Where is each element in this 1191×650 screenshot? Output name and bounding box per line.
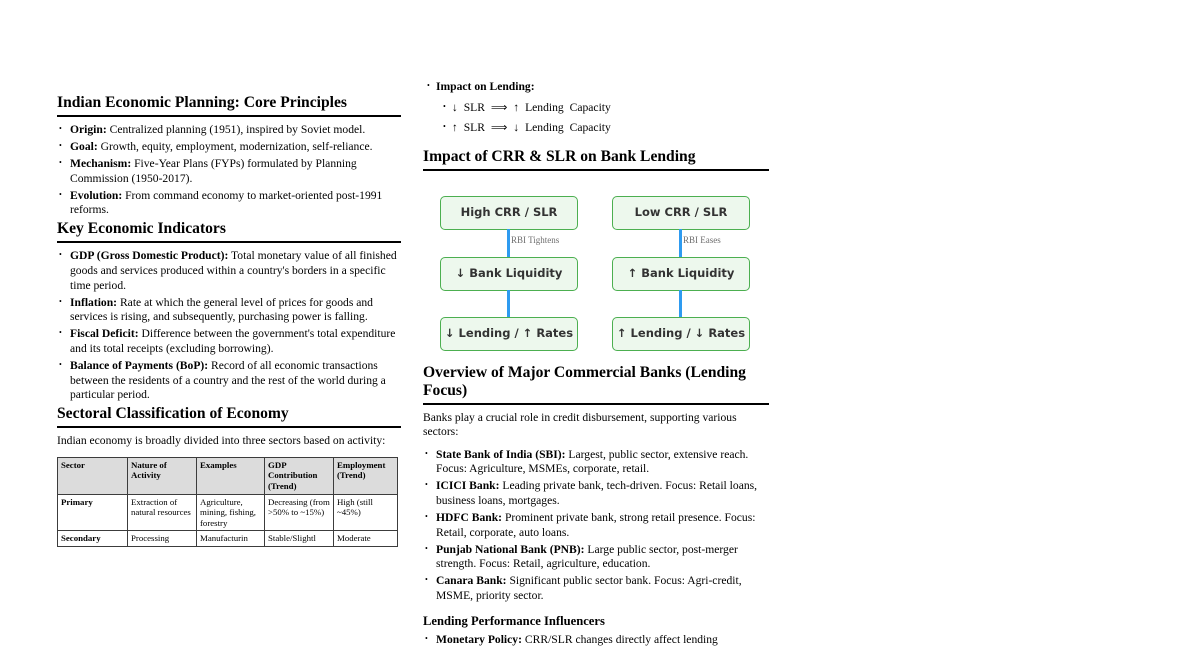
bank-text: Significant public sector bank. Focus: Agri-credit, MSME, priority sector. (436, 574, 742, 603)
cell-employment: Moderate (334, 531, 398, 547)
bank-text: Large public sector, post-merger strength. Focus: Retail, agriculture, education. (436, 542, 738, 571)
bullet-item (57, 157, 401, 186)
cell-examples: Manufacturin (197, 531, 265, 547)
bank-item-icici (423, 479, 769, 508)
bullet-text: Difference between the government's total expenditure and its total receipts (excluding borrowing). (70, 327, 396, 355)
cell-gdp: Stable/Slightl (265, 531, 334, 547)
bullet-text: Rate at which the general level of prices for goods and services is rising, and subsequently, purchasing power is falling. (70, 295, 373, 324)
col-header-employment: Employment (Trend) (334, 457, 398, 494)
bullet-text: Centralized planning (1951), inspired by Soviet model. (109, 122, 366, 136)
bold-term: Inflation: (70, 295, 118, 309)
bold-term: Evolution: (70, 188, 123, 202)
sectoral-intro: Indian economy is broadly divided into three sectors based on activity: (57, 434, 386, 448)
edge-label-rbi-tightens: RBI Tightens (511, 234, 560, 245)
bold-term: ICICI Bank: (436, 479, 500, 493)
section-title-key-indicators: Key Economic Indicators (57, 220, 401, 243)
bank-text: Leading private bank, tech-driven. Focus: Retail loans, business loans, mortgages. (436, 479, 758, 508)
col-header-gdp: GDP Contribution (Trend) (265, 457, 334, 494)
bullet-item (57, 249, 401, 293)
bank-item-hdfc (423, 511, 769, 540)
bullet-text: From command economy to market-oriented post-1991 reforms. (70, 188, 383, 217)
flow-node-lending-down: ↓ Lending / ↑ Rates (440, 317, 578, 351)
section-title-sectoral: Sectoral Classification of Economy (57, 405, 401, 428)
flow-connector (507, 290, 510, 318)
right-column (423, 80, 769, 650)
col-header-nature: Nature of Activity (128, 457, 197, 494)
bold-term: Canara Bank: (436, 574, 507, 588)
banks-intro: Banks play a crucial role in credit disbursement, supporting various sectors: (423, 410, 737, 439)
bullet-text: Record of all economic transactions between the residents of a country and the rest of the world during a particular period. (70, 359, 386, 402)
bold-term: GDP (Gross Domestic Product): (70, 249, 229, 263)
cell-sector: Secondary (58, 531, 128, 547)
influencers-list (423, 633, 769, 648)
edge-label-rbi-eases: RBI Eases (683, 234, 721, 245)
bold-term: Punjab National Bank (PNB): (436, 542, 585, 556)
bank-text: Largest, public sector, extensive reach. Focus: Agriculture, MSMEs, corporate, retail. (436, 447, 749, 476)
bank-item-sbi (423, 448, 769, 477)
bullet-item (57, 189, 401, 218)
bullet-item (57, 296, 401, 325)
bold-term: Goal: (70, 140, 98, 154)
bank-item-canara (423, 574, 769, 603)
bold-term: Monetary Policy: (436, 632, 522, 646)
bold-term: Mechanism: (70, 157, 132, 171)
table-header-row (58, 457, 398, 494)
core-principles-list (57, 123, 401, 218)
flow-connector (679, 290, 682, 318)
cell-examples: Agriculture, mining, fishing, forestry (197, 494, 265, 531)
flow-node-liquidity-up: ↑ Bank Liquidity (612, 257, 750, 291)
flow-node-low-crr: Low CRR / SLR (612, 196, 750, 230)
flow-node-lending-up: ↑ Lending / ↓ Rates (612, 317, 750, 351)
cell-sector: Primary (58, 494, 128, 531)
section-title-core-principles: Indian Economic Planning: Core Principles (57, 94, 401, 117)
bullet-item (57, 327, 401, 356)
bold-term: HDFC Bank: (436, 511, 503, 525)
bold-term: Fiscal Deficit: (70, 327, 139, 341)
influencer-item-monetary-policy (423, 633, 769, 648)
bullet-item (57, 123, 401, 138)
key-indicators-list (57, 249, 401, 402)
bank-item-pnb (423, 543, 769, 572)
col-header-examples: Examples (197, 457, 265, 494)
cell-gdp: Decreasing (from >50% to ~15%) (265, 494, 334, 531)
sector-table (57, 457, 398, 547)
flow-node-high-crr: High CRR / SLR (440, 196, 578, 230)
bank-text: Prominent private bank, strong retail presence. Focus: Retail, corporate, auto loans. (436, 511, 756, 539)
bullet-text: Five-Year Plans (FYPs) formulated by Planning Commission (1950-2017). (70, 157, 357, 185)
cell-employment: High (still ~45%) (334, 494, 398, 531)
bullet-text: Total monetary value of all finished goods and services produced within a country's borders in a specific time period. (70, 249, 397, 292)
section-title-crr-slr: Impact of CRR & SLR on Bank Lending (423, 148, 769, 171)
impact-on-lending-bullet (423, 80, 769, 95)
slr-down-bullet: • ↓ SLR ⟹ ↑ Lending Capacity (423, 101, 769, 116)
crr-slr-flowchart (423, 196, 769, 352)
cell-nature: Extraction of natural resources (128, 494, 197, 531)
flow-node-liquidity-down: ↓ Bank Liquidity (440, 257, 578, 291)
subheading-lending-influencers: Lending Performance Influencers (423, 613, 605, 628)
bold-term: State Bank of India (SBI): (436, 447, 566, 461)
left-column (57, 94, 401, 547)
flow-connector (679, 229, 682, 258)
bold-term: Origin: (70, 122, 107, 136)
table-row (58, 494, 398, 531)
bullet-text: Growth, equity, employment, modernization, self-reliance. (100, 140, 373, 154)
bold-term: Impact on Lending: (436, 80, 535, 93)
bullet-item (57, 359, 401, 403)
section-title-banks-overview: Overview of Major Commercial Banks (Lending Focus) (423, 364, 769, 405)
bullet-item (57, 140, 401, 155)
col-header-sector: Sector (58, 457, 128, 494)
bold-term: Balance of Payments (BoP): (70, 359, 209, 373)
cell-nature: Processing (128, 531, 197, 547)
influencer-text: CRR/SLR changes directly affect lending (524, 632, 718, 646)
table-row (58, 531, 398, 547)
slr-up-bullet: • ↑ SLR ⟹ ↓ Lending Capacity (423, 121, 769, 136)
banks-list (423, 448, 769, 604)
flow-connector (507, 229, 510, 258)
